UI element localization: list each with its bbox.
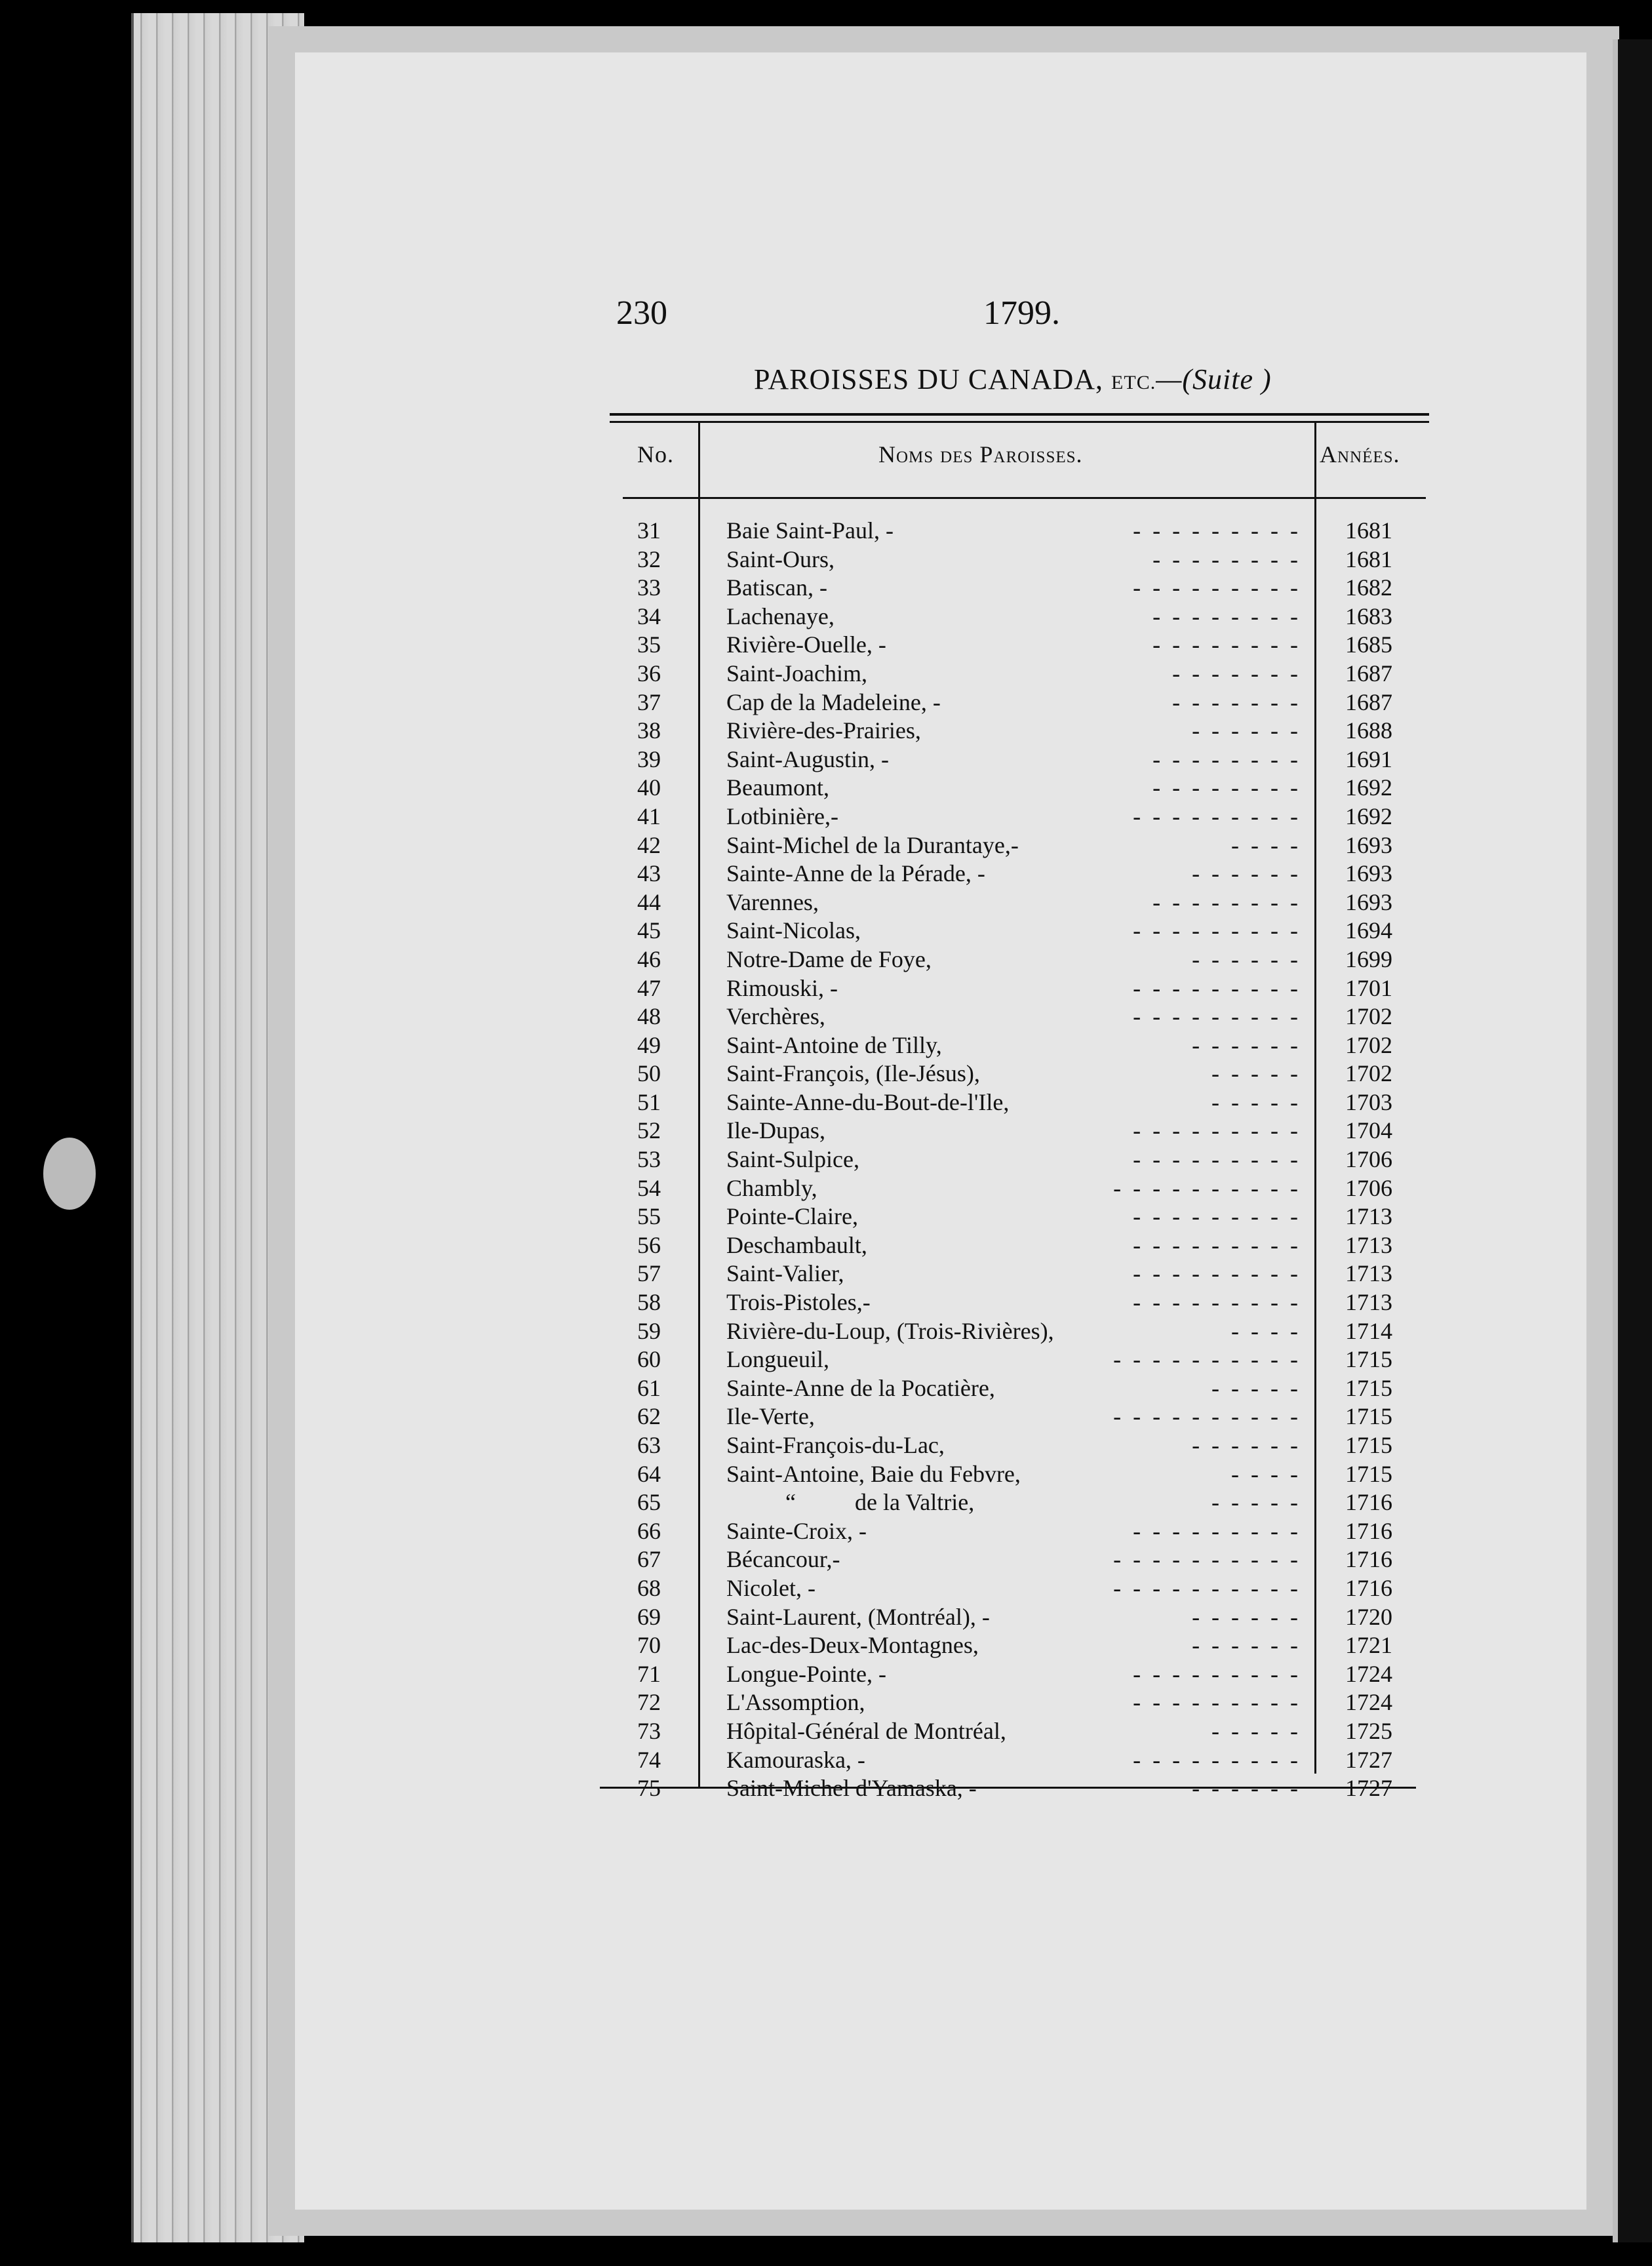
row-leader-dashes: - - - - - - - - - [1133, 1746, 1298, 1773]
table-row [610, 574, 1429, 603]
row-leader-dashes: - - - - - - [1192, 860, 1298, 887]
row-year: 1693 [1345, 860, 1392, 887]
row-parish-name: Saint-Valier, [726, 1260, 844, 1287]
row-year: 1715 [1345, 1460, 1392, 1487]
table-row [610, 1517, 1429, 1546]
row-number: 43 [637, 860, 661, 887]
row-parish-name: Saint-Nicolas, [726, 917, 861, 944]
row-leader-dashes: - - - - - - [1192, 1632, 1298, 1659]
row-number: 40 [637, 774, 661, 801]
row-parish-name: Bécancour,- [726, 1546, 840, 1573]
row-year: 1681 [1345, 546, 1392, 572]
row-year: 1701 [1345, 974, 1392, 1001]
row-number: 74 [637, 1746, 661, 1773]
running-header [616, 294, 1468, 340]
row-parish-name: Hôpital-Général de Montréal, [726, 1717, 1006, 1744]
row-year: 1721 [1345, 1632, 1392, 1659]
row-year: 1713 [1345, 1203, 1392, 1230]
table-row [610, 1203, 1429, 1231]
row-year: 1693 [1345, 888, 1392, 915]
row-year: 1713 [1345, 1231, 1392, 1258]
row-parish-name: Longueuil, [726, 1346, 829, 1373]
table-row [610, 1174, 1429, 1203]
table-row [610, 1774, 1429, 1803]
row-leader-dashes: - - - - [1231, 1317, 1298, 1344]
row-parish-name: Sainte-Anne de la Pocatière, [726, 1374, 995, 1401]
table-row [610, 603, 1429, 631]
table-row [610, 803, 1429, 831]
row-parish-name: Baie Saint-Paul, - [726, 517, 894, 544]
row-leader-dashes: - - - - - - [1192, 1432, 1298, 1458]
row-leader-dashes: - - - - - - - - - [1133, 574, 1298, 601]
table-row [610, 517, 1429, 546]
row-parish-name: Beaumont, [726, 774, 829, 801]
row-year: 1692 [1345, 803, 1392, 829]
row-parish-name: Saint-François, (Ile-Jésus), [726, 1060, 980, 1087]
table-row [610, 1460, 1429, 1489]
row-parish-name: Rimouski, - [726, 974, 838, 1001]
row-number: 48 [637, 1003, 661, 1030]
row-parish-name: Lotbinière,- [726, 803, 838, 829]
row-year: 1703 [1345, 1088, 1392, 1115]
row-leader-dashes: - - - - - - - - - [1133, 1231, 1298, 1258]
table-row [610, 888, 1429, 917]
row-parish-name: Varennes, [726, 888, 819, 915]
row-number: 45 [637, 917, 661, 944]
table-row [610, 1574, 1429, 1603]
row-year: 1716 [1345, 1574, 1392, 1601]
row-parish-name: Pointe-Claire, [726, 1203, 858, 1230]
table-row [610, 688, 1429, 717]
row-parish-name: Batiscan, - [726, 574, 827, 601]
row-year: 1727 [1345, 1746, 1392, 1773]
row-year: 1694 [1345, 917, 1392, 944]
row-parish-name: Saint-Ours, [726, 546, 835, 572]
row-parish-name: Trois-Pistoles,- [726, 1289, 871, 1316]
row-number: 62 [637, 1403, 661, 1430]
row-parish-name: Cap de la Madeleine, - [726, 688, 941, 715]
row-year: 1720 [1345, 1603, 1392, 1630]
row-leader-dashes: - - - - - - - [1172, 688, 1298, 715]
row-number: 68 [637, 1574, 661, 1601]
table-row [610, 1660, 1429, 1689]
table-row [610, 546, 1429, 574]
row-number: 69 [637, 1603, 661, 1630]
row-leader-dashes: - - - - - - - - - - [1113, 1174, 1298, 1201]
row-leader-dashes: - - - - - - - - - - [1113, 1346, 1298, 1373]
row-parish-name: “ de la Valtrie, [726, 1489, 975, 1516]
row-parish-name: Saint-Antoine de Tilly, [726, 1031, 942, 1058]
table-row [610, 1231, 1429, 1260]
table-row [610, 945, 1429, 974]
table-row [610, 1717, 1429, 1746]
row-leader-dashes: - - - - - - - - - [1133, 1117, 1298, 1144]
table-row [610, 1431, 1429, 1460]
table-rule-top [610, 413, 1429, 416]
row-number: 60 [637, 1346, 661, 1373]
row-number: 75 [637, 1775, 661, 1802]
row-number: 36 [637, 660, 661, 686]
parishes-table [610, 413, 1429, 1802]
table-row [610, 1145, 1429, 1174]
row-leader-dashes: - - - - - - - - - - [1113, 1546, 1298, 1573]
row-leader-dashes: - - - - - - - - [1152, 603, 1298, 629]
row-year: 1716 [1345, 1517, 1392, 1544]
row-leader-dashes: - - - - - - - - - [1133, 1289, 1298, 1316]
row-year: 1706 [1345, 1174, 1392, 1201]
table-row [610, 1345, 1429, 1374]
row-year: 1716 [1345, 1489, 1392, 1516]
row-number: 32 [637, 546, 661, 572]
facing-page-edge [1613, 39, 1652, 2242]
row-leader-dashes: - - - - - - - - [1152, 888, 1298, 915]
row-year: 1685 [1345, 631, 1392, 658]
table-row [610, 1374, 1429, 1403]
row-number: 46 [637, 945, 661, 972]
row-leader-dashes: - - - - - - - - - [1133, 1660, 1298, 1687]
row-number: 67 [637, 1546, 661, 1573]
row-parish-name: Sainte-Anne de la Pérade, - [726, 860, 985, 887]
table-row [610, 631, 1429, 660]
row-number: 58 [637, 1289, 661, 1316]
row-parish-name: Ile-Verte, [726, 1403, 815, 1430]
row-leader-dashes: - - - - - - - - - - [1113, 1574, 1298, 1601]
row-year: 1693 [1345, 831, 1392, 858]
column-header-year: Années. [1320, 441, 1400, 467]
row-number: 61 [637, 1374, 661, 1401]
row-leader-dashes: - - - - - - - - [1152, 745, 1298, 772]
column-header-number: No. [637, 441, 674, 467]
row-parish-name: Longue-Pointe, - [726, 1660, 886, 1687]
table-row [610, 1003, 1429, 1031]
table-row [610, 1488, 1429, 1517]
row-parish-name: Kamouraska, - [726, 1746, 865, 1773]
row-leader-dashes: - - - - - [1211, 1374, 1298, 1401]
row-parish-name: Saint-Augustin, - [726, 745, 889, 772]
row-year: 1725 [1345, 1717, 1392, 1744]
row-year: 1691 [1345, 745, 1392, 772]
row-number: 47 [637, 974, 661, 1001]
row-leader-dashes: - - - - - [1211, 1489, 1298, 1516]
row-year: 1683 [1345, 603, 1392, 629]
row-parish-name: Lachenaye, [726, 603, 835, 629]
row-number: 37 [637, 688, 661, 715]
row-number: 66 [637, 1517, 661, 1544]
row-leader-dashes: - - - - - - [1192, 1031, 1298, 1058]
row-number: 70 [637, 1632, 661, 1659]
row-number: 38 [637, 717, 661, 744]
page-stain [43, 1138, 96, 1210]
table-row [610, 745, 1429, 774]
row-leader-dashes: - - - - - - - - [1152, 546, 1298, 572]
table-row [610, 1060, 1429, 1088]
table-row [610, 1603, 1429, 1632]
row-leader-dashes: - - - - - - [1192, 945, 1298, 972]
column-header-name: Noms des Paroisses. [878, 441, 1083, 467]
row-number: 55 [637, 1203, 661, 1230]
row-parish-name: Saint-Joachim, [726, 660, 867, 686]
header-year: 1799. [983, 294, 1060, 332]
page-number: 230 [616, 294, 667, 332]
table-title-main: PAROISSES DU CANADA, [754, 363, 1104, 395]
row-parish-name: Rivière-des-Prairies, [726, 717, 921, 744]
row-parish-name: Saint-Laurent, (Montréal), - [726, 1603, 990, 1630]
row-number: 41 [637, 803, 661, 829]
row-number: 57 [637, 1260, 661, 1287]
row-parish-name: Verchères, [726, 1003, 825, 1030]
row-leader-dashes: - - - - [1231, 1460, 1298, 1487]
row-year: 1704 [1345, 1117, 1392, 1144]
row-year: 1715 [1345, 1374, 1392, 1401]
row-leader-dashes: - - - - - - [1192, 717, 1298, 744]
row-leader-dashes: - - - - - - - - - [1133, 1689, 1298, 1716]
row-parish-name: Saint-Sulpice, [726, 1146, 859, 1173]
row-year: 1724 [1345, 1660, 1392, 1687]
row-year: 1688 [1345, 717, 1392, 744]
row-leader-dashes: - - - - - - - - - [1133, 1003, 1298, 1030]
row-parish-name: Ile-Dupas, [726, 1117, 825, 1144]
row-number: 51 [637, 1088, 661, 1115]
row-leader-dashes: - - - - - - - [1172, 660, 1298, 686]
row-parish-name: Notre-Dame de Foye, [726, 945, 932, 972]
row-year: 1692 [1345, 774, 1392, 801]
row-parish-name: Rivière-Ouelle, - [726, 631, 886, 658]
row-parish-name: Nicolet, - [726, 1574, 816, 1601]
table-row [610, 717, 1429, 745]
row-number: 35 [637, 631, 661, 658]
table-row [610, 917, 1429, 945]
table-row [610, 1317, 1429, 1346]
row-number: 54 [637, 1174, 661, 1201]
row-leader-dashes: - - - - - - - - [1152, 631, 1298, 658]
row-parish-name: Sainte-Croix, - [726, 1517, 867, 1544]
row-parish-name: Saint-Michel d'Yamaska, - [726, 1775, 977, 1802]
row-number: 53 [637, 1146, 661, 1173]
table-row [610, 831, 1429, 860]
row-number: 63 [637, 1432, 661, 1458]
row-parish-name: Sainte-Anne-du-Bout-de-l'Ile, [726, 1088, 1010, 1115]
table-row [610, 974, 1429, 1003]
row-year: 1716 [1345, 1546, 1392, 1573]
row-number: 59 [637, 1317, 661, 1344]
table-row [610, 1031, 1429, 1060]
row-number: 56 [637, 1231, 661, 1258]
row-number: 39 [637, 745, 661, 772]
row-leader-dashes: - - - - - - [1192, 1775, 1298, 1802]
row-year: 1702 [1345, 1031, 1392, 1058]
row-number: 71 [637, 1660, 661, 1687]
row-year: 1714 [1345, 1317, 1392, 1344]
row-parish-name: Saint-Antoine, Baie du Febvre, [726, 1460, 1021, 1487]
row-leader-dashes: - - - - - - - - - [1133, 803, 1298, 829]
row-leader-dashes: - - - - - [1211, 1060, 1298, 1087]
row-year: 1715 [1345, 1432, 1392, 1458]
row-parish-name: Rivière-du-Loup, (Trois-Rivières), [726, 1317, 1054, 1344]
row-year: 1706 [1345, 1146, 1392, 1173]
row-leader-dashes: - - - - - - - - - - [1113, 1403, 1298, 1430]
table-body [610, 517, 1429, 1803]
row-leader-dashes: - - - - - - - - [1152, 774, 1298, 801]
row-year: 1687 [1345, 688, 1392, 715]
row-leader-dashes: - - - - - - [1192, 1603, 1298, 1630]
table-title [754, 363, 1272, 396]
row-number: 64 [637, 1460, 661, 1487]
table-row [610, 1402, 1429, 1431]
row-leader-dashes: - - - - - - - - - [1133, 1260, 1298, 1287]
row-parish-name: Chambly, [726, 1174, 817, 1201]
row-leader-dashes: - - - - - [1211, 1088, 1298, 1115]
table-row [610, 660, 1429, 688]
row-number: 33 [637, 574, 661, 601]
row-year: 1715 [1345, 1346, 1392, 1373]
row-number: 34 [637, 603, 661, 629]
row-year: 1681 [1345, 517, 1392, 544]
row-number: 44 [637, 888, 661, 915]
row-number: 65 [637, 1489, 661, 1516]
table-rule-top-inner [610, 421, 1429, 423]
table-row [610, 1746, 1429, 1775]
row-parish-name: Lac-des-Deux-Montagnes, [726, 1632, 979, 1659]
row-number: 50 [637, 1060, 661, 1087]
row-leader-dashes: - - - - - - - - - [1133, 1146, 1298, 1173]
row-year: 1724 [1345, 1689, 1392, 1716]
row-year: 1715 [1345, 1403, 1392, 1430]
table-row [610, 1117, 1429, 1145]
table-row [610, 1288, 1429, 1317]
row-leader-dashes: - - - - - - - - - [1133, 517, 1298, 544]
row-leader-dashes: - - - - [1231, 831, 1298, 858]
row-leader-dashes: - - - - - - - - - [1133, 1203, 1298, 1230]
table-rule-header [623, 497, 1426, 499]
row-parish-name: Saint-François-du-Lac, [726, 1432, 945, 1458]
row-leader-dashes: - - - - - - - - - [1133, 974, 1298, 1001]
table-row [610, 1688, 1429, 1717]
row-year: 1713 [1345, 1289, 1392, 1316]
row-year: 1713 [1345, 1260, 1392, 1287]
row-year: 1702 [1345, 1003, 1392, 1030]
row-parish-name: Saint-Michel de la Durantaye,- [726, 831, 1019, 858]
row-year: 1699 [1345, 945, 1392, 972]
row-year: 1682 [1345, 574, 1392, 601]
table-title-etc: ETC. [1111, 372, 1156, 393]
row-leader-dashes: - - - - - - - - - [1133, 917, 1298, 944]
row-leader-dashes: - - - - - - - - - [1133, 1517, 1298, 1544]
row-number: 49 [637, 1031, 661, 1058]
row-number: 52 [637, 1117, 661, 1144]
table-row [610, 860, 1429, 888]
table-title-suite: —(Suite ) [1156, 363, 1272, 395]
row-number: 73 [637, 1717, 661, 1744]
row-year: 1702 [1345, 1060, 1392, 1087]
row-number: 31 [637, 517, 661, 544]
row-leader-dashes: - - - - - [1211, 1717, 1298, 1744]
row-number: 42 [637, 831, 661, 858]
table-row [610, 1088, 1429, 1117]
table-row [610, 1260, 1429, 1288]
row-year: 1687 [1345, 660, 1392, 686]
row-number: 72 [637, 1689, 661, 1716]
table-row [610, 774, 1429, 803]
row-parish-name: Deschambault, [726, 1231, 867, 1258]
row-year: 1727 [1345, 1775, 1392, 1802]
table-row [610, 1545, 1429, 1574]
row-parish-name: L'Assomption, [726, 1689, 865, 1716]
table-row [610, 1631, 1429, 1660]
